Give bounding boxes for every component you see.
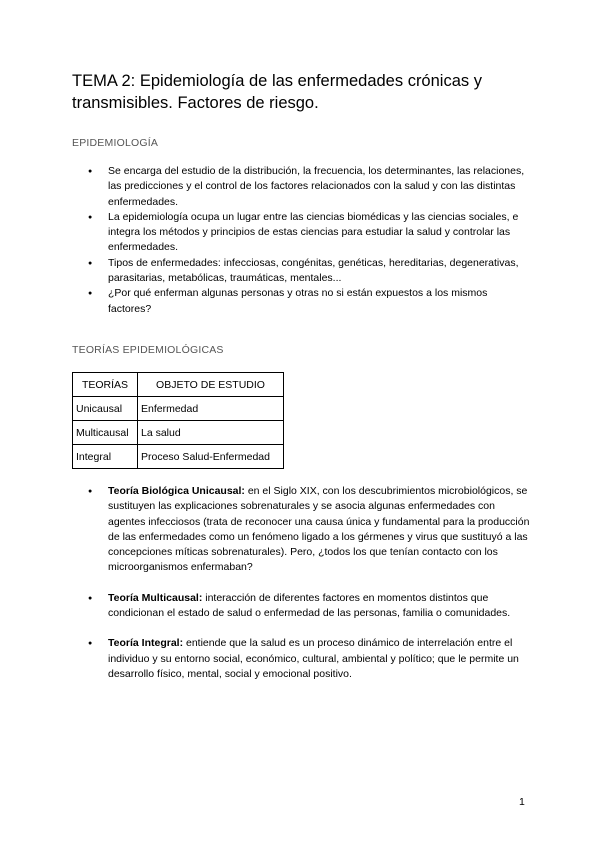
list-item [108, 591, 533, 622]
page-number: 1 [519, 796, 525, 808]
section-heading-epidemiologia: EPIDEMIOLOGÍA [72, 137, 159, 149]
theories-table [72, 372, 284, 469]
theory-description: entiende que la salud es un proceso dinámico de interrelación entre el individuo y su entorno social, económico, cultural, ambiental y político; que le permite un desarrollo físico, mental, social y emocional positivo. [108, 637, 519, 680]
list-item: ● ¿Por qué enferman algunas personas y otras no si están expuestos a los mismos factores? [108, 286, 533, 317]
table-header-row [73, 373, 284, 397]
list-item: ● La epidemiología ocupa un lugar entre las ciencias biomédicas y las ciencias sociales, e integra los métodos y principios de estas ciencias para estudiar la salud y controlar las enfermedades. [108, 210, 533, 256]
theories-list [108, 484, 533, 697]
table-cell: La salud [138, 421, 284, 445]
table-cell: Integral [73, 445, 138, 469]
list-item [108, 636, 533, 682]
table-row [73, 397, 284, 421]
theory-name: Teoría Integral: [108, 637, 184, 650]
theory-name: Teoría Biológica Unicausal: [108, 485, 245, 497]
table-cell: Enfermedad [138, 397, 284, 421]
list-item [108, 484, 533, 576]
theory-description: interacción de diferentes factores en momentos distintos que condicionan el estado de salud o enfermedad de las personas, familia o comunidades. [108, 591, 511, 620]
table-row [73, 445, 284, 469]
table-cell: Proceso Salud-Enfermedad [138, 445, 284, 469]
list-item: ● Se encarga del estudio de la distribución, la frecuencia, los determinantes, las relaciones, las predicciones y el control de los factores relacionados con la salud y con las distintas enfermedades. [108, 164, 533, 210]
theory-name: Teoría Multicausal: [108, 591, 203, 604]
table-cell: Unicausal [73, 397, 138, 421]
table-cell: Multicausal [73, 421, 138, 445]
page-title: TEMA 2: Epidemiología de las enfermedades crónicas y transmisibles. Factores de riesgo. [72, 72, 482, 112]
table-header: OBJETO DE ESTUDIO [138, 373, 284, 397]
epidemiologia-list [108, 164, 533, 317]
section-heading-teorias: TEORÍAS EPIDEMIOLÓGICAS [72, 344, 224, 356]
table-row [73, 421, 284, 445]
theory-description: en el Siglo XIX, con los descubrimientos microbiológicos, se sustituyen las explicaciones sobrenaturales y se asocia algunas enfermedades con agentes infecciosos (trata de reconocer una causa única y fundamental para la producción de las enfermedades como un fenómeno ligado a los gérmenes y virus que sustituyó a las concepciones míticas sobrenaturales). Pero, ¿todos los que tenían contacto con los microorganismos enfermaban? [108, 485, 530, 574]
list-item: ● Tipos de enfermedades: infecciosas, congénitas, genéticas, hereditarias, degenerativas, parasitarias, metabólicas, traumáticas, mentales... [108, 256, 533, 287]
table-header: TEORÍAS [73, 373, 138, 397]
